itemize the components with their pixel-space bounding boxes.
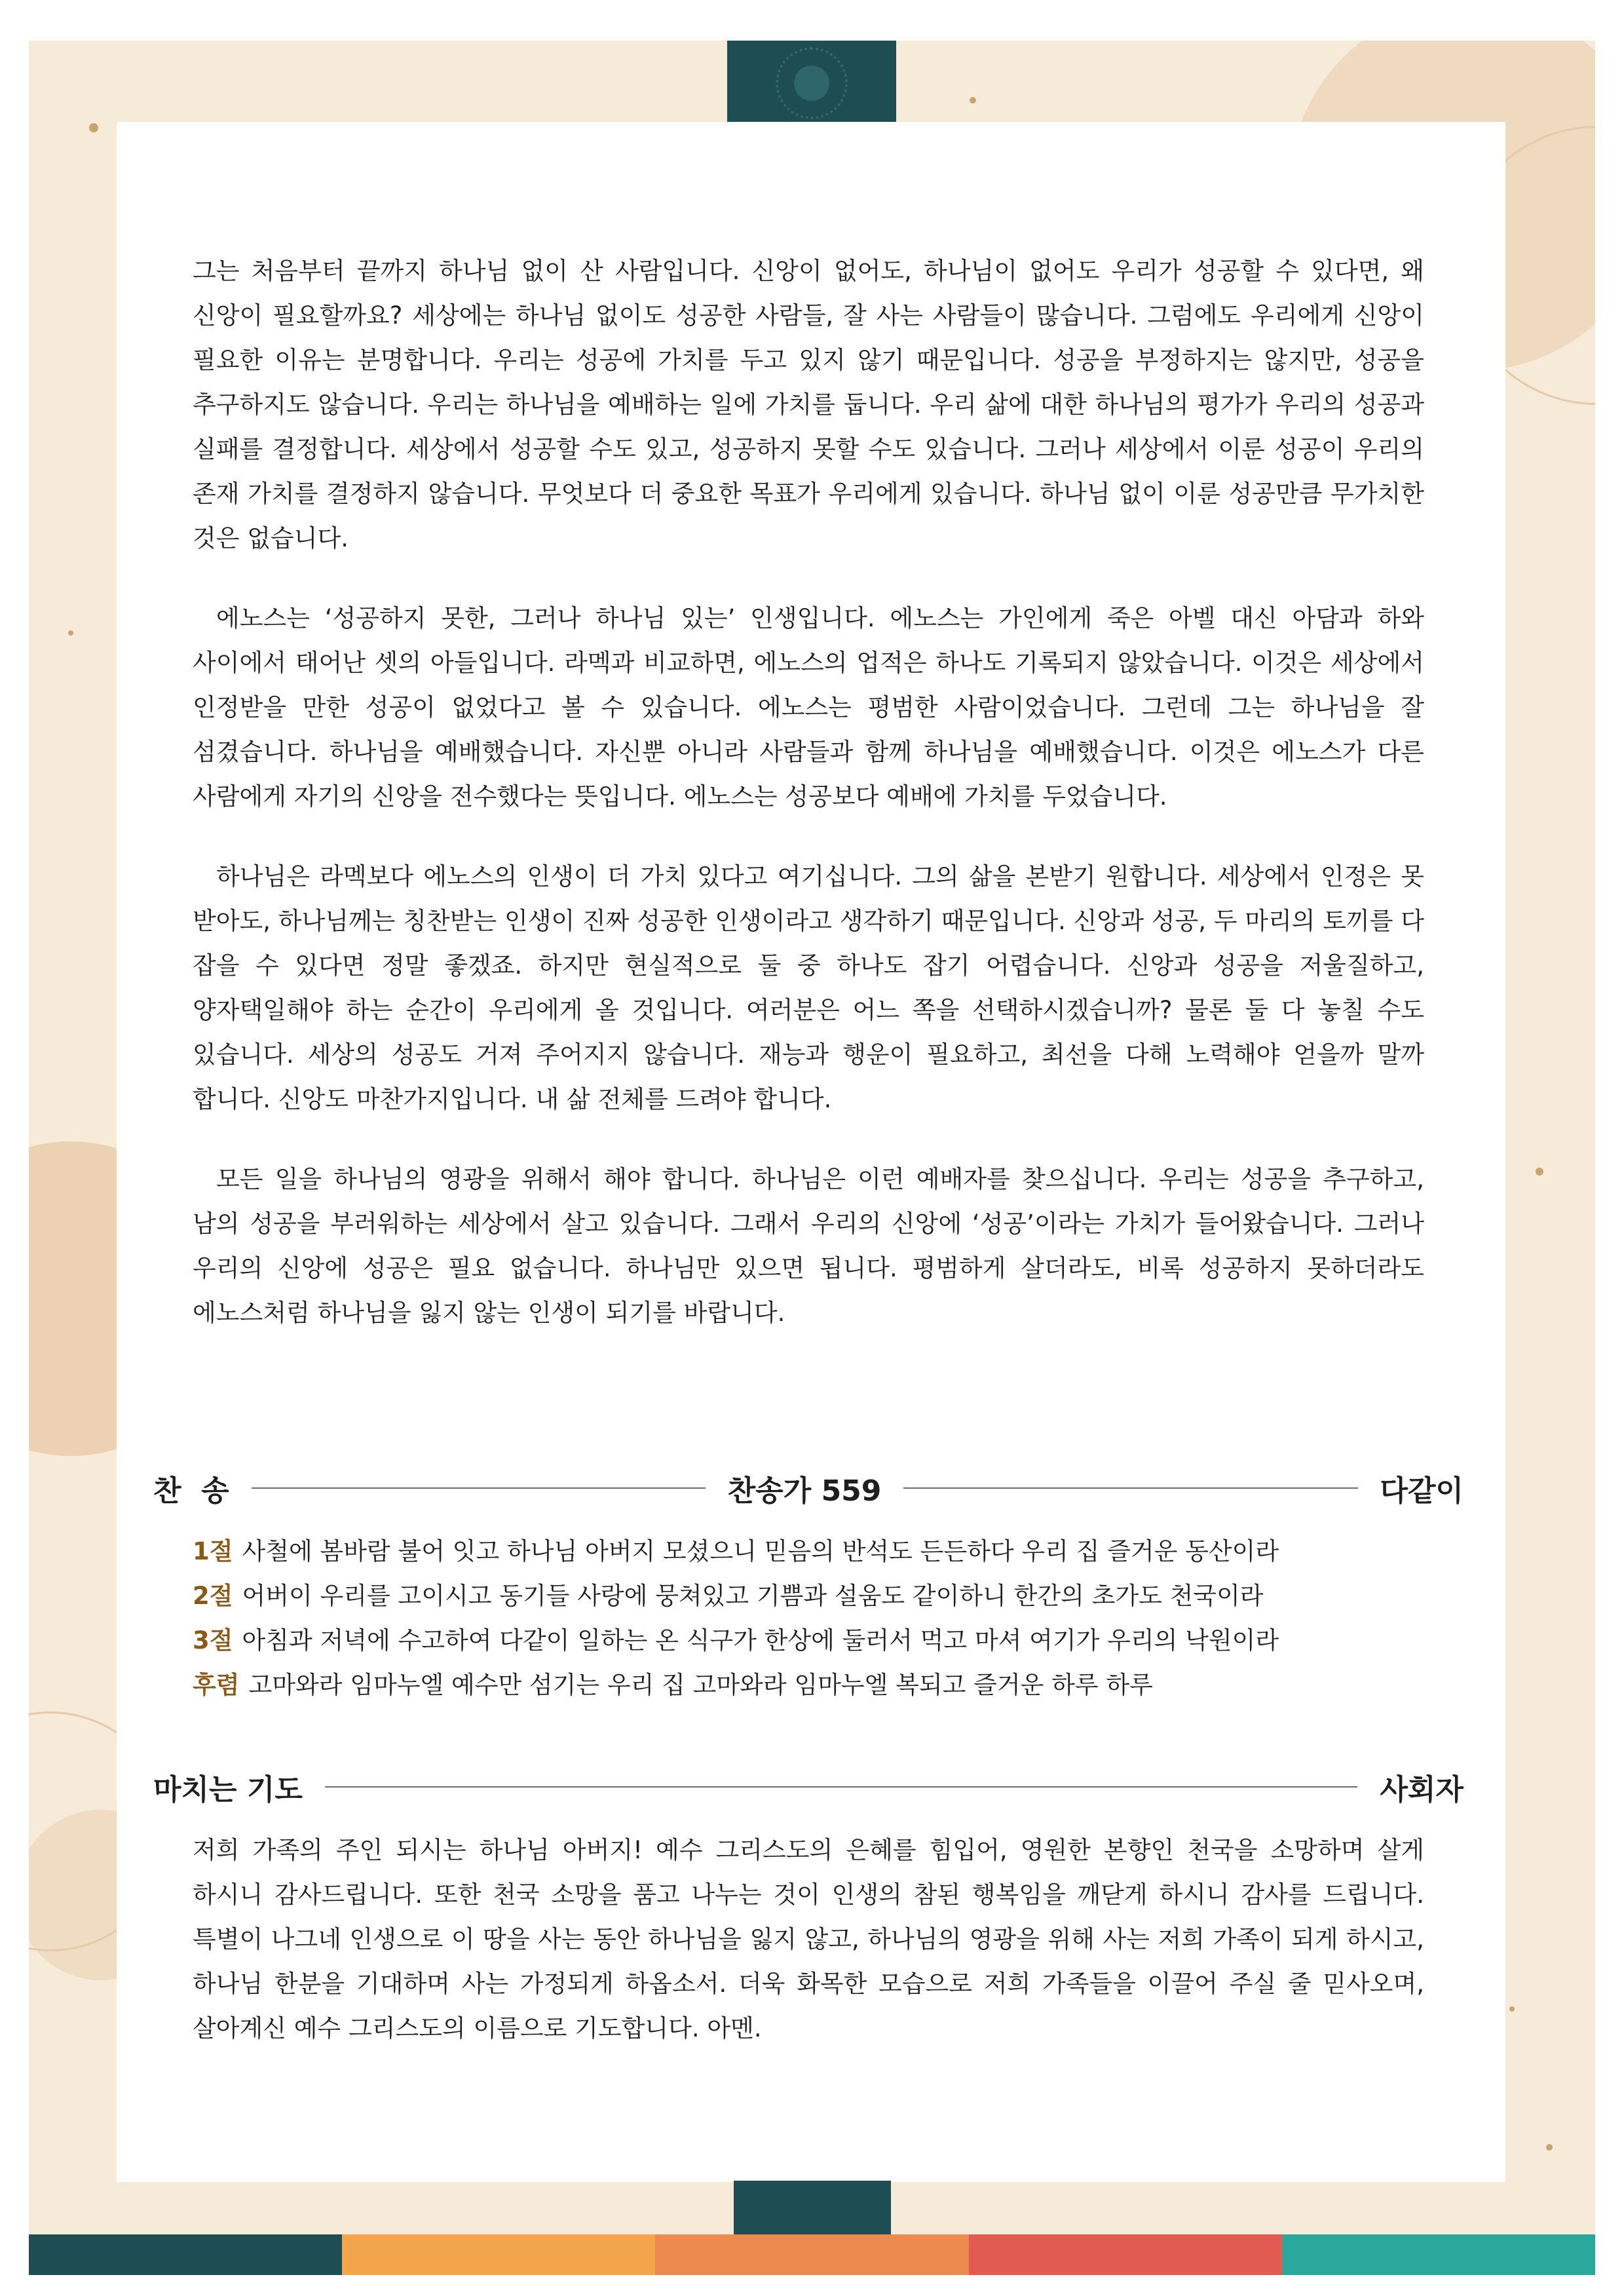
closing-prayer-header (153, 1764, 1463, 1810)
sermon-paragraph: 에노스는 ‘성공하지 못한, 그러나 하나님 있는’ 인생입니다. 에노스는 가인에게 죽은 아벨 대신 아담과 하와 사이에서 태어난 셋의 아들입니다. 라멕과 비교하면, 에노스의 업적은 하나도 기록되지 않았습니다. 이것은 세상에서 인정받을 만한 성공이 없었다고 볼 수 있습니다. 에노스는 평범한 사람이었습니다. 그런데 그는 하나님을 잘 섬겼습니다. 하나님을 예배했습니다. 자신뿐 아니라 사람들과 함께 하나님을 예배했습니다. 이것은 에노스가 다른 사람에게 자기의 신앙을 전수했다는 뜻입니다. 에노스는 성공보다 예배에 가치를 두었습니다. (193, 604, 1424, 811)
divider (252, 1487, 706, 1489)
stripe-orange (342, 2234, 655, 2275)
sermon-paragraph: 하나님은 라멕보다 에노스의 인생이 더 가치 있다고 여기십니다. 그의 삶을 본받기 원합니다. 세상에서 인정은 못 받아도, 하나님께는 칭찬받는 인생이 진짜 성공한 인생이라고 생각하기 때문입니다. 신앙과 성공, 두 마리의 토끼를 다 잡을 수 있다면 정말 좋겠죠. 하지만 현실적으로 둘 중 하나도 잡기 어렵습니다. 신앙과 성공을 저울질하고, 양자택일해야 하는 순간이 우리에게 올 것입니다. 여러분은 어느 쪽을 선택하시겠습니까? 물론 둘 다 놓칠 수도 있습니다. 세상의 성공도 거져 주어지지 않습니다. 재능과 행운이 필요하고, 최선을 다해 노력해야 얻을까 말까 합니다. 신앙도 마찬가지입니다. 내 삶 전체를 드려야 합니다. (193, 862, 1424, 1113)
sermon-paragraph: 모든 일을 하나님의 영광을 위해서 해야 합니다. 하나님은 이런 예배자를 찾으십니다. 우리는 성공을 추구하고, 남의 성공을 부러워하는 세상에서 살고 있습니다. 그래서 우리의 신앙에 ‘성공’이라는 가치가 들어왔습니다. 그러나 우리의 신앙에 성공은 필요 없습니다. 하나님만 있으면 됩니다. 평범하게 살더라도, 비록 성공하지 못하더라도 에노스처럼 하나님을 잃지 않는 인생이 되기를 바랍니다. (193, 1165, 1424, 1327)
closing-prayer-body (193, 1828, 1424, 2086)
stripe-coral (655, 2234, 968, 2275)
closing-prayer-label: 마치는 기도 (153, 1773, 303, 1807)
divider (325, 1786, 1358, 1788)
emblem-icon (776, 47, 848, 119)
decor-dot (1509, 2006, 1515, 2012)
verse-text: 사철에 봄바람 불어 잇고 하나님 아버지 모셨으니 믿음의 반석도 든든하다 우리 집 즐거운 동산이라 (242, 1537, 1279, 1565)
verse-text: 아침과 저녁에 수고하여 다같이 일하는 온 식구가 한상에 둘러서 먹고 마셔 여기가 우리의 낙원이라 (242, 1626, 1279, 1655)
hymn-verses (193, 1529, 1437, 1708)
closing-prayer-leader: 사회자 (1380, 1773, 1463, 1807)
verse-label: 2절 (193, 1582, 233, 1610)
verse-label: 1절 (193, 1537, 233, 1565)
top-emblem-tab (727, 41, 896, 123)
decor-dot (1536, 1168, 1543, 1176)
hymn-verse (193, 1574, 1437, 1618)
divider (903, 1487, 1357, 1489)
decor-dot (1546, 2144, 1553, 2151)
stripe-red (969, 2234, 1282, 2275)
decor-dot (68, 630, 73, 636)
sermon-paragraph: 그는 처음부터 끝까지 하나님 없이 산 사람입니다. 신앙이 없어도, 하나님이 없어도 우리가 성공할 수 있다면, 왜 신앙이 필요할까요? 세상에는 하나님 없이도 성공한 사람들, 잘 사는 사람들이 많습니다. 그럼에도 우리에게 신앙이 필요한 이유는 분명합니다. 우리는 성공에 가치를 두고 있지 않기 때문입니다. 성공을 부정하지는 않지만, 성공을 추구하지도 않습니다. 우리는 하나님을 예배하는 일에 가치를 둡니다. 우리 삶에 대한 하나님의 평가가 우리의 성공과 실패를 결정합니다. 세상에서 성공할 수도 있고, 성공하지 못할 수도 있습니다. 그러나 세상에서 이룬 성공이 우리의 존재 가치를 결정하지 않습니다. 무엇보다 더 중요한 목표가 우리에게 있습니다. 하나님 없이 이룬 성공만큼 무가치한 것은 없습니다. (193, 257, 1424, 552)
verse-label: 3절 (193, 1626, 233, 1655)
verse-label: 후렴 (193, 1671, 240, 1699)
hymn-title: 찬송가 559 (727, 1474, 882, 1508)
hymn-section-label: 찬 송 (153, 1474, 229, 1508)
bottom-color-stripes (29, 2234, 1595, 2275)
decor-dot (970, 97, 976, 104)
sermon-body (193, 249, 1424, 1371)
verse-text: 고마와라 임마누엘 예수만 섬기는 우리 집 고마와라 임마누엘 복되고 즐거운 하루 하루 (248, 1671, 1153, 1699)
verse-text: 어버이 우리를 고이시고 동기들 사랑에 뭉쳐있고 기쁨과 설움도 같이하니 한간의 초가도 천국이라 (242, 1582, 1264, 1610)
prayer-text: 저희 가족의 주인 되시는 하나님 아버지! 예수 그리스도의 은혜를 힘입어, 영원한 본향인 천국을 소망하며 살게 하시니 감사드립니다. 또한 천국 소망을 품고 나누는 것이 인생의 참된 행복임을 깨닫게 하시니 감사를 드립니다. 특별이 나그네 인생으로 이 땅을 사는 동안 하나님을 잃지 않고, 하나님의 영광을 위해 사는 저희 가족이 되게 하시고, 하나님 한분을 기대하며 사는 가정되게 하옵소서. 더욱 화목한 모습으로 저희 가족들을 이끌어 주실 줄 믿사오며, 살아계신 예수 그리스도의 이름으로 기도합니다. 아멘. (193, 1836, 1424, 2042)
hymn-verse (193, 1618, 1437, 1663)
hymn-header (153, 1465, 1463, 1511)
bottom-tab (734, 2181, 891, 2234)
decor-dot (89, 123, 98, 132)
hymn-verse (193, 1529, 1437, 1574)
hymn-performer: 다같이 (1380, 1474, 1464, 1508)
stripe-green (1282, 2234, 1595, 2275)
hymn-verse (193, 1663, 1437, 1708)
stripe-teal (29, 2234, 342, 2275)
